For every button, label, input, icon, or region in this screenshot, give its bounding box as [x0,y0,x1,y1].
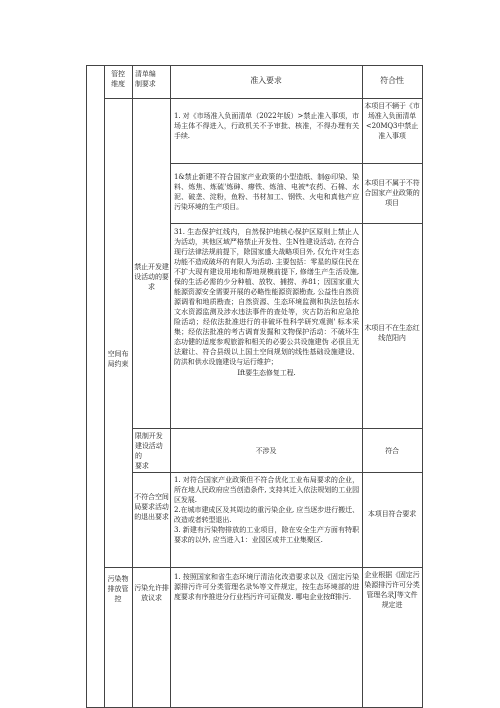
header-dimension: 管控 维度 [111,70,125,88]
row1-compliance: 本项目不辆于《市场准入负面清单 <20MQ3中禁止准入事项 [364,102,420,140]
dimension-pollution-control: 污染物排放管控 [107,575,129,603]
header-requirement: 准入要求 [250,76,282,85]
row6-category: 污染允许排放议求 [134,584,169,602]
row4-requirement: 不涉及 [255,447,277,455]
row5-compliance: 本项目符合要求 [367,510,417,518]
row6-requirement: 1. 按照国家和省生态环境厅清洁化改造要求以及《固定污染源排污许可分类管理名录%等文件规定，按生态环境部的进度要求有序推进分行业档污许可证微发. 哪电企业按ff排污. [174,573,359,601]
row2-requirement: 1&禁止新建不符合国家产业政策的小型造纸、制@印染、染料、炼焦、炼硫'炼砷、瘳铁、炼油、电被*农药、石棉、水泥、破垄、淀粉，鱼粉、书材加工、钢铁、火电和真他产应污染环境的生产项目。 [174,173,359,211]
dimension-spatial-layout: 空间布局约束 [107,350,129,368]
row1-requirement: 1. 对《市场准入负面清单（2022年版）>禁止准入事项，市场主体不得进入，行政机关不予审批、核准，不得办理有关手续. [174,112,359,140]
row3-requirement-para2: Ift要生态修复工程. [237,369,296,377]
row5-requirement [174,475,359,545]
row3-compliance: 木项目不在生态红线范阳内 [364,324,420,342]
row3-requirement [174,227,359,378]
row4-compliance: 符合 [385,447,399,455]
row4-category: 限制开发建设活动的 要求 [135,432,163,470]
header-compliance: 符合性 [380,76,404,85]
row6-compliance: 企业根据《固定污染源排污许可分类管理名录J等文件规定进 [364,571,420,609]
row5-requirement-item2: 2.在城市建成区及其周边的重污染企业, 应当逐步进行搬迁、改造或者转型退出. [174,506,359,524]
row3-category: 禁止开发建设活动的要求 [134,263,169,291]
row2-compliance: 本项目不属于不符合国家产业政策的项目 [364,179,420,207]
row3-requirement-para1: 31. 生态保护红线内，自然保护地核心保护区原则上禁止人为活动，其他区域严格禁止开发性、生N性建设活动, 在符合现行法律法规前提下，除国家盛大战略项目外, 仅允许对生态功能不造成破坏的有限人为活动. 主要包括：零星的原住民在不扩大现有建设用地和帮地规模前提下, 修缮生产生活设施, 保的生活必需的少分种植、放牧、捕捞、养81；因国家重大能源资源安全需要开展的必略性能源资源勘查, 公益性自然资源调看和地质勘查；自然资源、生态环境监测和执法包括水文水资源监测及涉水违法事件的查处等，灾古防治和应急抢险活动；经依法批准进行的非破坏性科学研究观测' 标本采集；经依法批准的考古调育发掘和文物保护活动：不破坏生态功健的适度参观旅游和相关的必要公共设施建伪 必很且无法避让、符合县级以上国土空间规划的线性基础设施建设、防洪和供水设施建设与运行维护； [174,228,359,366]
row5-category: 不符合空间局要求活动的退出要求 [134,493,169,521]
row5-requirement-item3: 3. 新建有污染物排放的工业项目，除在安全生产方面有特职要求的以外, 应当进入1：业园区或井工业集聚区. [174,526,359,544]
header-category: 清单编 制要求 [135,70,156,88]
row5-requirement-item1: 1. 对符合国家产业政策但不符合优化工业布局要求的企业，所在地人民政府应当创造条件, 支持其迁入依法规划的工业园区发展. [174,476,359,504]
